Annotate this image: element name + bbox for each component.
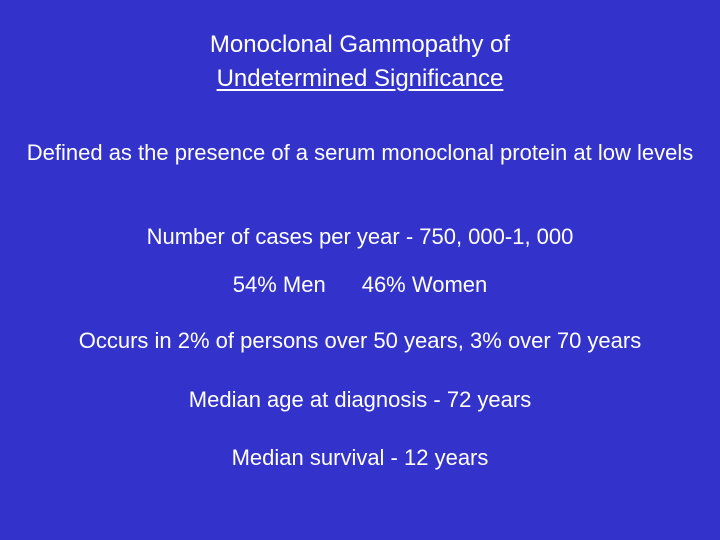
definition-text: Defined as the presence of a serum monoclonal protein at low levels: [26, 140, 694, 165]
occurrence-text: Occurs in 2% of persons over 50 years, 3% over 70 years: [78, 328, 642, 353]
title-line-2: Undetermined Significance: [216, 65, 504, 92]
cases-per-year-text: Number of cases per year - 750, 000-1, 000: [146, 224, 574, 249]
gender-men-text: 54% Men: [232, 272, 326, 297]
slide-title: [0, 28, 720, 96]
title-line-1: Monoclonal Gammopathy of: [209, 31, 511, 58]
gender-split: [0, 270, 720, 300]
gender-women-text: 46% Women: [361, 272, 488, 297]
median-survival-text: Median survival - 12 years: [231, 445, 489, 470]
median-age-text: Median age at diagnosis - 72 years: [188, 387, 532, 412]
